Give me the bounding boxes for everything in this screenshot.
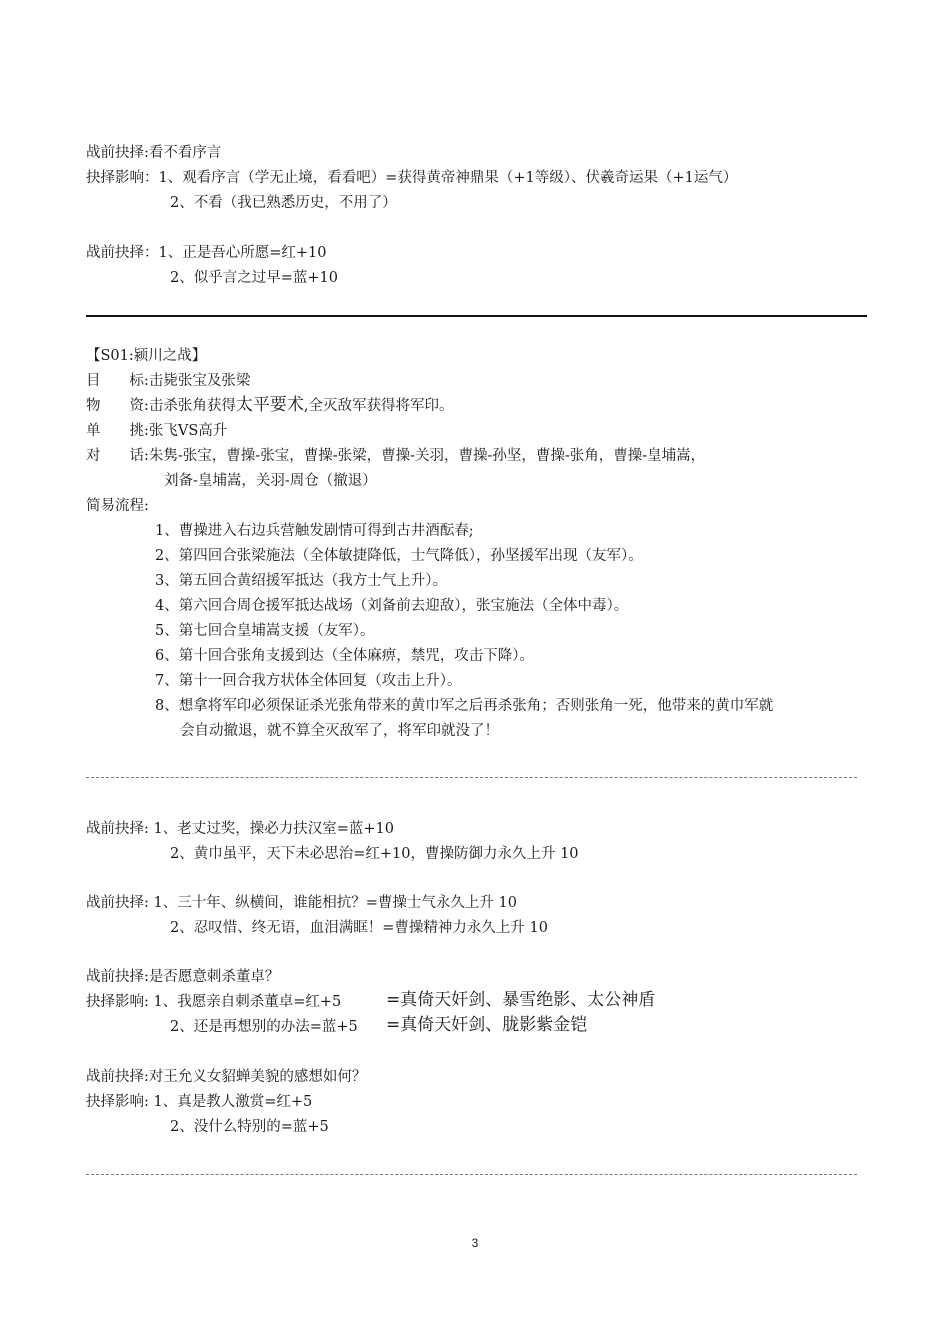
flow-step: 6、第十回合张角支援到达（全体麻痹，禁咒，攻击下降）。 bbox=[155, 648, 534, 664]
choice-reward: =真倚天奸剑、暴雪绝影、太公神盾 bbox=[386, 990, 656, 1010]
choice-reward: =真倚天奸剑、胧影紫金铠 bbox=[386, 1015, 588, 1035]
duel-text: 张飞VS高升 bbox=[148, 423, 228, 439]
dialog-row bbox=[86, 446, 705, 466]
choice-question: 战前抉择:是否愿意刺杀董卓？ bbox=[86, 969, 280, 985]
choice-effect-line: 抉择影响: 1、我愿亲自刺杀董卓=红+5 bbox=[86, 994, 342, 1010]
dialog-text: 朱隽-张宝，曹操-张宝，曹操-张梁，曹操-关羽，曹操-孙坚，曹操-张角，曹操-皇埔嵩， bbox=[148, 448, 706, 464]
page-number: 3 bbox=[471, 1236, 479, 1250]
flow-step-cont: 会自动撤退，就不算全灭敌军了，将军印就没了！ bbox=[180, 723, 499, 739]
choice-option-line: 2、似乎言之过早=蓝+10 bbox=[170, 270, 338, 286]
items-row bbox=[86, 395, 454, 416]
items-highlight: 太平要术 bbox=[235, 395, 304, 415]
items-label: 物 资: bbox=[86, 398, 149, 414]
flow-label: 简易流程: bbox=[86, 498, 149, 514]
dialog-text-cont: 刘备-皇埔嵩，关羽-周仓（撤退） bbox=[164, 473, 377, 489]
choice-option-line: 2、忍叹惜、终无语，血泪满眶！=曹操精神力永久上升 10 bbox=[170, 920, 548, 936]
items-text: 击杀张角获得 bbox=[148, 398, 236, 414]
duel-row bbox=[86, 421, 227, 441]
dialog-label: 对 话: bbox=[86, 448, 149, 464]
dashed-divider bbox=[86, 777, 857, 778]
objective-row bbox=[86, 371, 250, 391]
dashed-divider bbox=[86, 1174, 857, 1175]
choice-effect-line: 2、不看（我已熟悉历史，不用了） bbox=[170, 195, 397, 211]
flow-step: 5、第七回合皇埔嵩支援（友军）。 bbox=[155, 623, 375, 639]
objective-text: 击毙张宝及张梁 bbox=[148, 373, 251, 389]
choice-effect-line: 抉择影响：1、观看序言（学无止境，看看吧）=获得黄帝神鼎果（+1等级）、伏羲奇运果（+1运气） bbox=[86, 170, 738, 186]
choice-question: 战前抉择:看不看序言 bbox=[86, 145, 222, 161]
section-title: 【S01:颍川之战】 bbox=[86, 348, 207, 364]
flow-step: 7、第十一回合我方状体全体回复（攻击上升）。 bbox=[155, 673, 462, 689]
objective-label: 目 标: bbox=[86, 373, 149, 389]
choice-option-line: 战前抉择：1、正是吾心所愿=红+10 bbox=[86, 245, 327, 261]
choice-effect-line: 2、还是再想别的办法=蓝+5 bbox=[170, 1019, 358, 1035]
choice-option-line: 2、黄巾虽平，天下未必思治=红+10，曹操防御力永久上升 10 bbox=[170, 846, 579, 862]
duel-label: 单 挑: bbox=[86, 423, 149, 439]
flow-step: 4、第六回合周仓援军抵达战场（刘备前去迎敌），张宝施法（全体中毒）。 bbox=[155, 598, 629, 614]
flow-step: 3、第五回合黄绍援军抵达（我方士气上升）。 bbox=[155, 573, 447, 589]
flow-step: 2、第四回合张梁施法（全体敏捷降低，士气降低），孙坚援军出现（友军）。 bbox=[155, 548, 643, 564]
choice-question: 战前抉择:对王允义女貂蝉美貌的感想如何？ bbox=[86, 1069, 367, 1085]
choice-effect-line: 抉择影响: 1、真是教人激赏=红+5 bbox=[86, 1094, 313, 1110]
choice-option-line: 战前抉择: 1、三十年、纵横间，谁能相抗？=曹操士气永久上升 10 bbox=[86, 895, 517, 911]
items-text-end: ,全灭敌军获得将军印。 bbox=[303, 398, 454, 414]
flow-step: 1、曹操进入右边兵营触发剧情可得到古井酒酝春; bbox=[155, 523, 474, 539]
choice-effect-line: 2、没什么特别的=蓝+5 bbox=[170, 1119, 329, 1135]
section-divider bbox=[86, 315, 867, 317]
choice-option-line: 战前抉择: 1、老丈过奖，操必力扶汉室=蓝+10 bbox=[86, 821, 394, 837]
flow-step: 8、想拿将军印必须保证杀光张角带来的黄巾军之后再杀张角；否则张角一死，他带来的黄巾军就 bbox=[155, 698, 774, 714]
